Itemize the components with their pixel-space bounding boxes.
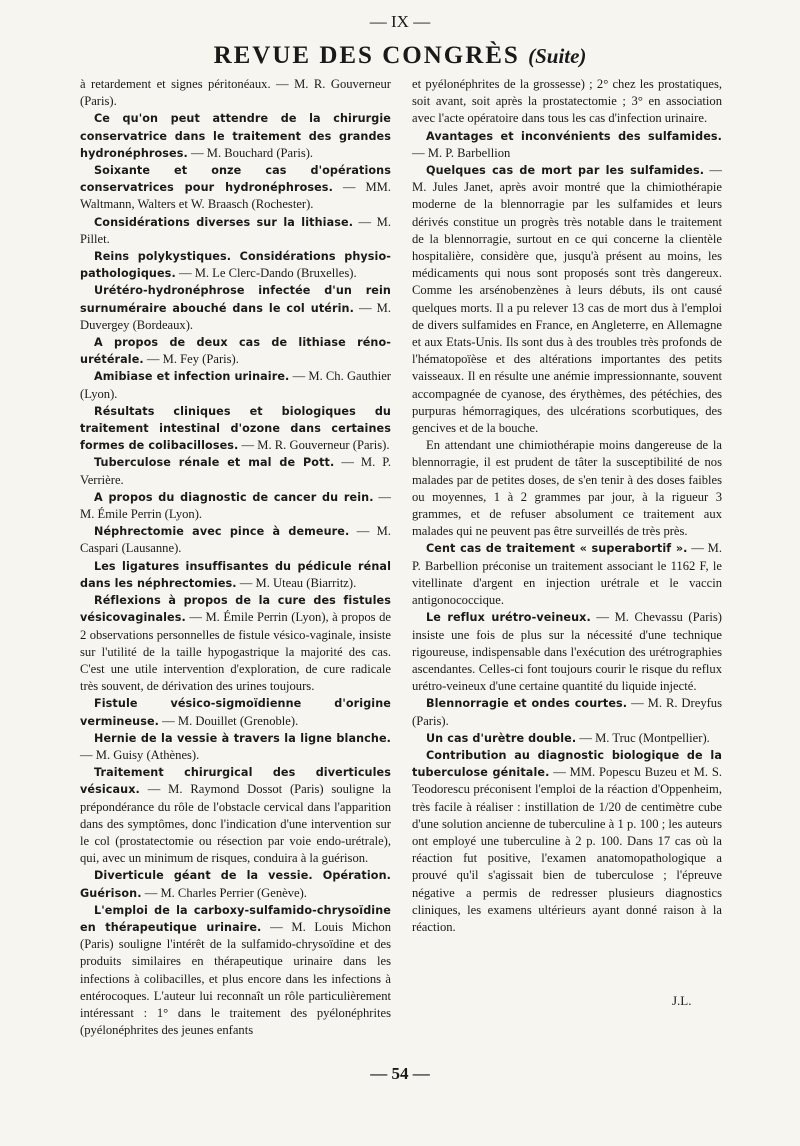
- entry-text: — M. Émile Perrin (Lyon).: [80, 489, 391, 522]
- page-number: — 54 —: [370, 1064, 430, 1083]
- entry-title: Considérations diverses sur la lithiase.: [94, 215, 354, 229]
- entry-title: L'emploi de la carboxy-sulfamido-chrysoïdine en thérapeutique urinaire.: [80, 903, 391, 934]
- entry-title: Quelques cas de mort par les sulfamides.: [426, 164, 705, 178]
- left-column: [80, 76, 391, 1039]
- entry-text: — M. Douillet (Grenoble).: [159, 713, 299, 728]
- entry-title: Fistule vésico-sigmoïdienne d'origine vermineuse.: [80, 697, 391, 728]
- entry-text: — M. Louis Michon (Paris) souligne l'intérêt de la sulfamido-chrysoïdine et des produits similaires en thérapeutique urinaire dans les infections à colibacilles, et plus encore dans les infections à entérocoques. L'auteur lui reconnaît un rôle particulièrement intéressant : 1° dans le traitement des pyélonéphrites (pyélonéphrites des jeunes enfants: [80, 919, 391, 1038]
- entry-title: Néphrectomie avec pince à demeure.: [94, 525, 350, 539]
- entry-title: Reins polykystiques. Considérations physio-pathologiques.: [80, 250, 391, 281]
- entry-text: — M. Pillet.: [80, 214, 391, 246]
- abstract-entry: [80, 558, 391, 592]
- entry-text: — MM. Waltmann, Walters et W. Braasch (Rochester).: [80, 180, 391, 212]
- entry-text: — M. R. Dreyfus (Paris).: [412, 696, 723, 728]
- entry-title: Avantages et inconvénients des sulfamides.: [426, 129, 722, 143]
- entry-text: — M. Uteau (Biarritz).: [236, 575, 357, 590]
- abstract-entry: [80, 730, 391, 764]
- entry-text: — M. Truc (Montpellier).: [576, 730, 710, 745]
- abstract-entry: [80, 902, 391, 1040]
- entry-title: Le reflux urétro-veineux.: [426, 611, 591, 625]
- abstract-entry: [80, 368, 391, 402]
- entry-title: Résultats cliniques et biologiques du traitement intestinal d'ozone dans certaines formes de colibacilloses.: [80, 404, 391, 453]
- abstract-entry: [80, 523, 391, 557]
- abstract-entry: [412, 695, 722, 729]
- abstract-entry: [412, 437, 722, 540]
- entry-text: — M. Fey (Paris).: [143, 352, 239, 367]
- entry-text: et pyélonéphrites de la grossesse) ; 2° chez les prostatiques, soit avant, soit après la prostatectomie ; 3° en association avec l'acte opératoire dans tous les cas d'infection urinaire.: [412, 77, 722, 126]
- abstract-entry: [80, 764, 391, 867]
- abstract-entry: [80, 162, 391, 214]
- right-column: [412, 76, 722, 936]
- abstract-entry: [80, 454, 391, 488]
- entry-title: A propos du diagnostic de cancer du rein.: [94, 490, 374, 504]
- abstract-entry: [80, 695, 391, 729]
- entry-title: Ce qu'on peut attendre de la chirurgie conservatrice dans le traitement des grandes hydronéphroses.: [80, 112, 391, 160]
- entry-title: Contribution au diagnostic biologique de la tuberculose génitale.: [412, 748, 722, 780]
- abstract-entry: [412, 76, 722, 128]
- entry-text: — M. P. Barbellion préconise un traitement associant le 1162 F, le vitellinate d'argent en injection urétrale et le vaccin antigonococcique.: [412, 541, 722, 608]
- abstract-entry: [80, 214, 391, 248]
- entry-text: — M. Émile Perrin (Lyon), à propos de 2 observations personnelles de fistule vésico-vaginale, insiste sur l'utilité de la taille hypogastrique la majorité des cas. C'est une utile intervention d'exploration, de cure radicale très souvent, de dérivation des urines toujours.: [80, 610, 391, 694]
- title-suffix: (Suite): [528, 44, 587, 68]
- abstract-entry: [412, 540, 722, 609]
- abstract-entry: [80, 282, 391, 334]
- entry-text: — M. Duvergey (Bordeaux).: [80, 300, 391, 332]
- entry-text: — M. P. Verrière.: [80, 455, 391, 487]
- title-text: REVUE DES CONGRÈS: [213, 42, 520, 69]
- abstract-entry: [80, 248, 391, 282]
- entry-title: Diverticule géant de la vessie. Opération. Guérison.: [80, 869, 391, 900]
- abstract-entry: [80, 592, 391, 695]
- abstract-entry: [412, 609, 722, 695]
- entry-title: Urétéro-hydronéphrose infectée d'un rein surnuméraire abouché dans le col utérin.: [80, 284, 391, 315]
- entry-title: Les ligatures insuffisantes du pédicule rénal dans les néphrectomies.: [80, 559, 391, 590]
- abstract-entry: [80, 110, 391, 162]
- abstract-entry: [80, 403, 391, 455]
- abstract-entry: [80, 867, 391, 901]
- entry-title: Réflexions à propos de la cure des fistules vésicovaginales.: [80, 594, 391, 625]
- entry-text: — M. Caspari (Lausanne).: [80, 524, 391, 556]
- entry-title: Blennorragie et ondes courtes.: [426, 697, 628, 711]
- entry-text: En attendant une chimiothérapie moins dangereuse de la blennorragie, il est prudent de tâter la susceptibilité de nos malades par de petites doses, de s'en tenir à des doses faibles ou moyennes, 1 à 2 grammes par jour, à la rigueur 3 grammes, et de refuser absolument ce traitement aux malades qui ne peuvent pas être surveillés de très près.: [412, 438, 722, 539]
- abstract-entry: [80, 334, 391, 368]
- entry-text: — M. Bouchard (Paris).: [187, 145, 314, 160]
- entry-title: Amibiase et infection urinaire.: [94, 370, 290, 384]
- entry-title: A propos de deux cas de lithiase réno-urétérale.: [80, 336, 391, 367]
- entry-text: — M. Ch. Gauthier (Lyon).: [80, 369, 391, 401]
- entry-title: Cent cas de traitement « superabortif ».: [426, 542, 688, 556]
- abstract-entry: [80, 76, 391, 110]
- abstract-entry: [412, 730, 722, 747]
- entry-text: — M. Raymond Dossot (Paris) souligne la prépondérance du rôle de l'obstacle cervical dans l'apparition dans des symptômes, donc l'indication d'une intervention sur le col (prostatectomie ou résection par voie endo-urétrale), qui, avec un minimum de risques, conduira à la guérison.: [80, 782, 391, 866]
- abstract-entry: [80, 489, 391, 523]
- entry-title: Un cas d'urètre double.: [426, 731, 577, 745]
- entry-text: — M. Guisy (Athènes).: [80, 747, 200, 762]
- page-title: [0, 42, 800, 70]
- entry-text: à retardement et signes péritonéaux. — M. R. Gouverneur (Paris).: [80, 77, 391, 109]
- abstract-entry: [412, 128, 722, 162]
- entry-text: — M. Le Clerc-Dando (Bruxelles).: [175, 266, 357, 281]
- entry-title: Tuberculose rénale et mal de Pott.: [94, 456, 335, 470]
- entry-text: — M. R. Gouverneur (Paris).: [238, 438, 390, 453]
- roman-numeral-header: — IX —: [369, 12, 431, 31]
- entry-text: — M. Charles Perrier (Genève).: [141, 885, 307, 900]
- entry-text: — M. P. Barbellion: [412, 145, 511, 160]
- entry-text: — M. Jules Janet, après avoir montré que la chimiothérapie moderne de la blennorragie par les sulfamides et leurs dérivés constitue un progrès très notable dans le traitement de la blennorragie, surtout en ce qui concerne la clientèle hospitalière, considère que, jusqu'à présent au moins, les médicaments qui nous sont proposés sont très dangereux. Comme les arsénobenzènes à leurs débuts, ils ont causé quelques morts. Il a pu relever 13 cas de mort dus à l'emploi de divers sulfamides en France, en Angleterre, en Allemagne et aux Etats-Unis. Ils sont dus à des troubles très profonds de l'hématopoïèse et des altérations importantes des petits vaisseaux. Il en résulte une anémie impressionnante, souvent accompagnée de cyanose, des érythèmes, des pétéchies, des purpuras hémorragiques, des ulcérations scorbutiques, des gencives et de la bouche.: [412, 163, 722, 436]
- entry-title: Traitement chirurgical des diverticules vésicaux.: [80, 766, 391, 797]
- entry-title: Hernie de la vessie à travers la ligne blanche.: [94, 731, 391, 745]
- entry-title: Soixante et onze cas d'opérations conservatrices pour hydronéphroses.: [80, 164, 391, 195]
- abstract-entry: [412, 162, 722, 437]
- author-signature: J.L.: [672, 993, 692, 1008]
- entry-text: — MM. Popescu Buzeu et M. S. Teodorescu préconisent l'emploi de la réaction d'Oppenheim, très facile à réaliser : instillation de 1/20 de centimètre cube d'une solution ancienne de tuberculine à 1 p. 100 ; les auteurs ont employé une tuberculine à 2 p. 100. Dans 17 cas où la réaction fut positive, l'examen anatomopathologique a prouvé qu'il s'agissait bien de tuberculose ; l'épreuve négative a permis de redresser plusieurs diagnostics cliniques, les examens ultérieurs ayant donné raison à la réaction.: [412, 765, 722, 934]
- entry-text: — M. Chevassu (Paris) insiste une fois de plus sur la nécessité d'une technique rigoureuse, indispensable dans l'exécution des urétrographies ascendantes. Celles-ci font toujours courir le risque du reflux urétro-veineux d'une certaine quantité du liquide injecté.: [412, 610, 722, 694]
- abstract-entry: [412, 747, 722, 936]
